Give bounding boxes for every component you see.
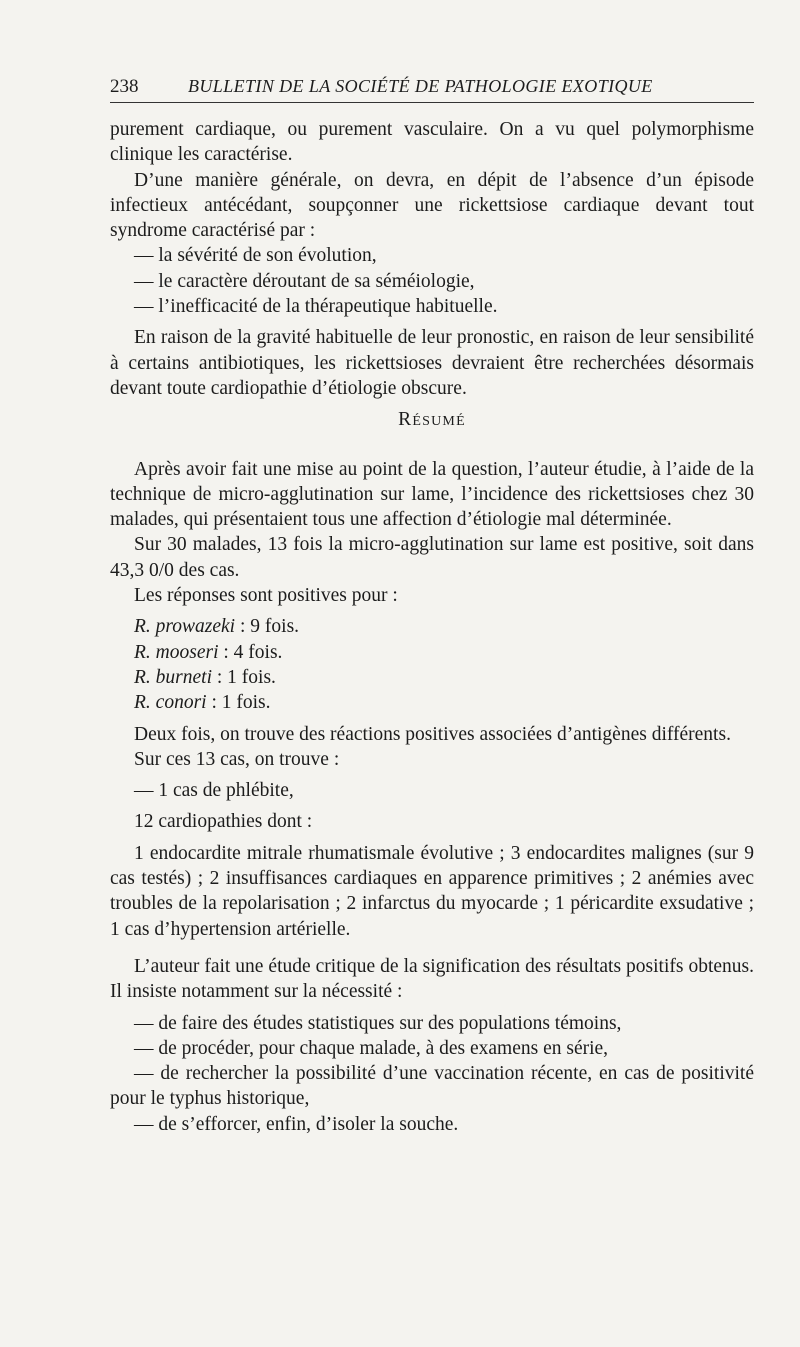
page-header xyxy=(110,74,754,103)
paragraph: 12 cardiopathies dont : xyxy=(134,811,313,833)
dash-item: — de faire des études statistiques sur des populations témoins, xyxy=(134,1012,622,1034)
dash-item: — de procéder, pour chaque malade, à des examens en série, xyxy=(134,1037,609,1059)
paragraph: L’auteur fait une étude critique de la signification des résultats positifs obtenus. Il insiste notamment sur la nécessité : xyxy=(110,955,754,1003)
paragraph: Sur 30 malades, 13 fois la micro-agglutination sur lame est positive, soit dans 43,3 0/0 des cas. xyxy=(110,534,754,581)
paragraph: Après avoir fait une mise au point de la question, l’auteur étudie, à l’aide de la technique de micro-agglutination sur lame, l’incidence des rickettsioses chez 30 malades, qui présentaient tous une affection d’étiologie mal déterminée. xyxy=(110,458,754,531)
species-item: R. prowazeki : 9 fois. xyxy=(134,616,300,638)
article-body xyxy=(110,117,754,1137)
paragraph: Deux fois, on trouve des réactions positives associées d’antigènes différents. xyxy=(134,723,731,745)
paragraph: 1 endocardite mitrale rhumatismale évolutive ; 3 endocardites malignes (sur 9 cas testés) ; 2 insuffisances cardiaques en apparence primitives ; 2 anémies avec troubles de la repolarisation ; 2 infarctus du myocarde ; 1 péricardite exsudative ; 1 cas d’hypertension artérielle. xyxy=(110,842,754,940)
paragraph: Les réponses sont positives pour : xyxy=(134,585,398,607)
paragraph: Sur ces 13 cas, on trouve : xyxy=(134,748,340,770)
dash-item: — le caractère déroutant de sa séméiologie, xyxy=(134,270,475,292)
dash-item: — l’inefficacité de la thérapeutique habituelle. xyxy=(134,296,498,318)
dash-item: — 1 cas de phlébite, xyxy=(134,780,294,802)
page-number: 238 xyxy=(110,76,139,97)
paragraph: purement cardiaque, ou purement vasculaire. On a vu quel polymorphisme clinique les caractérise. xyxy=(110,119,754,166)
section-heading: Résumé xyxy=(398,409,466,431)
running-title: BULLETIN DE LA SOCIÉTÉ DE PATHOLOGIE EXOTIQUE xyxy=(188,76,653,96)
species-item: R. conori : 1 fois. xyxy=(134,692,271,714)
dash-item: — de s’efforcer, enfin, d’isoler la souche. xyxy=(134,1113,459,1135)
paragraph: En raison de la gravité habituelle de leur pronostic, en raison de leur sensibilité à certains antibiotiques, les rickettsioses devraient être recherchées désormais devant toute cardiopathie d’étiologie obscure. xyxy=(110,327,754,399)
dash-item: — la sévérité de son évolution, xyxy=(134,245,377,267)
species-item: R. mooseri : 4 fois. xyxy=(134,641,283,663)
paragraph: D’une manière générale, on devra, en dépit de l’absence d’un épisode infectieux antécédant, soupçonner une rickettsiose cardiaque devant tout syndrome caractérisé par : xyxy=(110,169,754,242)
dash-item: — de rechercher la possibilité d’une vaccination récente, en cas de positivité pour le typhus historique, xyxy=(110,1063,754,1110)
species-item: R. burneti : 1 fois. xyxy=(134,666,276,688)
